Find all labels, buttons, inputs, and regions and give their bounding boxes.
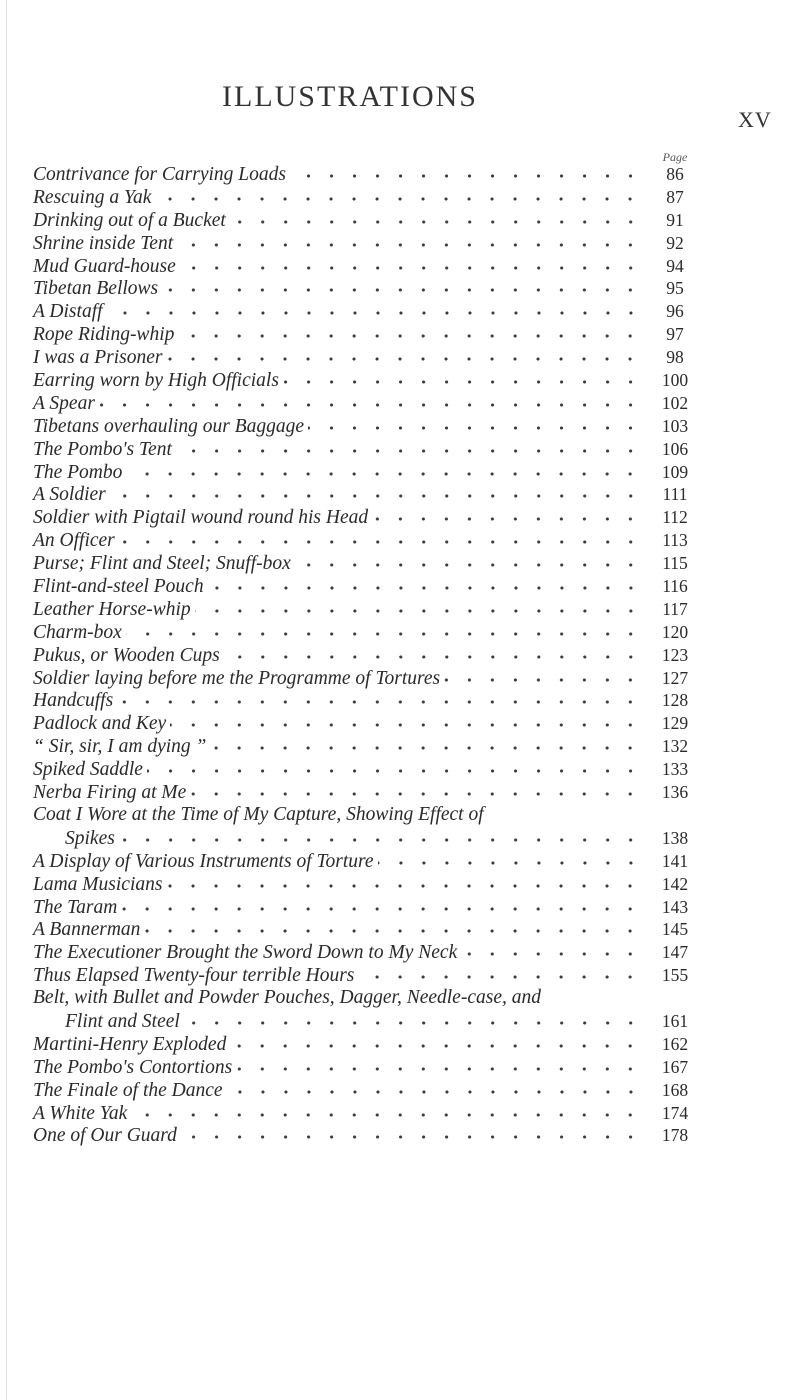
list-item	[33, 529, 700, 552]
illustration-title: A White Yak	[33, 1102, 128, 1124]
illustration-title: The Pombo	[33, 461, 123, 483]
illustration-title: Handcuffs	[33, 690, 114, 712]
dot-leader	[117, 696, 642, 706]
list-item	[33, 186, 700, 209]
illustration-page-number: 147	[661, 942, 689, 963]
list-item	[33, 506, 700, 529]
list-item	[33, 369, 700, 392]
illustration-title: The Executioner Brought the Sword Down to My Neck	[33, 942, 458, 964]
list-item	[33, 758, 700, 781]
illustration-title: The Pombo's Tent	[33, 438, 172, 460]
illustration-title: The Finale of the Dance	[33, 1079, 223, 1101]
list-item	[33, 712, 700, 735]
illustration-page-number: 174	[661, 1102, 689, 1123]
illustration-page-number: 162	[661, 1033, 689, 1054]
illustration-page-number: 167	[661, 1056, 689, 1077]
list-item	[33, 987, 700, 1033]
dot-leader	[119, 834, 642, 844]
list-item	[33, 552, 700, 575]
illustration-page-number: 161	[661, 1010, 689, 1031]
dot-leader	[121, 903, 642, 913]
illustration-page-number: 117	[662, 598, 688, 619]
dot-leader	[170, 719, 642, 729]
list-item	[33, 209, 700, 232]
illustration-page-number: 136	[661, 782, 689, 803]
illustration-title: One of Our Guard	[33, 1125, 177, 1147]
illustration-page-number: 94	[666, 255, 684, 276]
illustration-page-number: 133	[661, 759, 689, 780]
list-item	[33, 689, 700, 712]
illustration-page-number: 87	[666, 186, 684, 207]
illustration-page-number: 129	[661, 713, 689, 734]
list-item	[33, 1033, 700, 1056]
illustration-title: A Bannerman	[33, 919, 141, 941]
illustration-title: Martini-Henry Exploded	[33, 1033, 227, 1055]
illustration-page-number: 92	[666, 232, 684, 253]
illustration-page-number: 120	[661, 621, 689, 642]
illustration-title: Soldier with Pigtail wound round his Head	[33, 507, 369, 529]
illustration-page-number: 91	[666, 209, 684, 230]
illustration-page-number: 127	[661, 667, 689, 688]
dot-leader	[290, 170, 642, 180]
list-item	[33, 392, 700, 415]
illustration-title: I was a Prisoner	[33, 347, 163, 369]
list-item	[33, 873, 700, 896]
dot-leader	[461, 948, 642, 958]
list-item	[33, 1079, 700, 1102]
list-item	[33, 918, 700, 941]
illustration-title: The Taram	[33, 896, 118, 918]
illustration-page-number: 95	[666, 278, 684, 299]
list-item	[33, 415, 700, 438]
dot-leader	[178, 330, 642, 340]
illustration-title: Padlock and Key	[33, 713, 167, 735]
dot-leader	[236, 1063, 642, 1073]
illustration-title: Contrivance for Carrying Loads	[33, 164, 286, 185]
illustration-page-number: 111	[662, 484, 688, 505]
illustration-title: Rescuing a Yak	[33, 186, 152, 208]
illustration-page-number: 132	[661, 736, 689, 757]
list-item	[33, 1124, 700, 1147]
dot-leader	[195, 605, 642, 615]
list-item	[33, 667, 700, 690]
illustration-title: A Spear	[33, 392, 95, 414]
illustration-title-continued: Spikes	[65, 827, 115, 849]
dot-leader	[144, 925, 642, 935]
list-item	[33, 300, 700, 323]
list-item	[33, 323, 700, 346]
list-item	[33, 438, 700, 461]
illustration-title: Thus Elapsed Twenty-four terrible Hours	[33, 965, 355, 987]
dot-leader	[184, 1017, 642, 1027]
dot-leader	[230, 216, 642, 226]
illustration-page-number: 168	[661, 1079, 689, 1100]
list-item	[33, 781, 700, 804]
dot-leader	[224, 651, 642, 661]
illustration-page-number: 116	[662, 576, 688, 597]
illustration-title: Coat I Wore at the Time of My Capture, Showing Effect of	[33, 803, 484, 825]
illustration-title: Nerba Firing at Me	[33, 782, 187, 804]
list-item	[33, 964, 700, 987]
dot-leader	[210, 742, 642, 752]
illustration-page-number: 143	[661, 896, 689, 917]
dot-leader	[372, 513, 642, 523]
illustration-title: Earring worn by High Officials	[33, 370, 279, 392]
illustration-title-continued: Flint and Steel	[65, 1010, 180, 1032]
illustration-page-number: 96	[666, 301, 684, 322]
illustration-title: Rope Riding-whip	[33, 324, 175, 346]
list-item	[33, 1056, 700, 1079]
list-item	[33, 277, 700, 300]
illustration-title: Purse; Flint and Steel; Snuff-box	[33, 553, 291, 575]
dot-leader	[283, 376, 642, 386]
illustration-title: Drinking out of a Bucket	[33, 209, 226, 231]
illustration-title: Spiked Saddle	[33, 759, 143, 781]
illustration-page-number: 142	[661, 873, 689, 894]
illustration-page-number: 113	[662, 530, 688, 551]
dot-leader	[308, 422, 642, 432]
illustration-title: Tibetans overhauling our Baggage	[33, 415, 305, 437]
list-item	[33, 346, 700, 369]
illustration-title: Mud Guard-house	[33, 255, 176, 277]
dot-leader	[119, 536, 642, 546]
list-item	[33, 483, 700, 506]
dot-leader	[230, 1040, 642, 1050]
illustration-page-number: 115	[662, 553, 688, 574]
illustration-page-number: 109	[661, 461, 689, 482]
list-item	[33, 163, 700, 186]
illustration-page-number: 138	[661, 827, 689, 848]
illustration-title: “ Sir, sir, I am dying ”	[33, 736, 207, 758]
illustration-title: Soldier laying before me the Programme of Tortures	[33, 667, 441, 689]
dot-leader	[180, 262, 642, 272]
list-item	[33, 804, 700, 850]
list-item	[33, 896, 700, 919]
illustration-page-number: 178	[661, 1125, 689, 1146]
illustration-page-number: 112	[662, 507, 688, 528]
dot-leader	[107, 307, 642, 317]
page-title: ILLUSTRATIONS	[222, 80, 478, 113]
illustration-title: Charm-box	[33, 621, 122, 643]
dot-leader	[295, 559, 642, 569]
list-item	[33, 941, 700, 964]
list-item	[33, 735, 700, 758]
page-column-label: Page	[662, 150, 688, 164]
illustration-page-number: 86	[666, 164, 684, 184]
illustration-page-number: 102	[661, 392, 689, 413]
dot-leader	[155, 193, 642, 203]
list-item	[33, 644, 700, 667]
dot-leader	[126, 628, 642, 638]
list-item	[33, 255, 700, 278]
dot-leader	[177, 239, 642, 249]
illustration-page-number: 123	[661, 644, 689, 665]
illustration-page-number: 97	[666, 324, 684, 345]
dot-leader	[444, 674, 642, 684]
illustration-title: Leather Horse-whip	[33, 598, 191, 620]
page-edge-rule	[6, 0, 7, 1400]
illustration-page-number: 155	[661, 965, 689, 986]
dot-leader	[162, 284, 642, 294]
list-item	[33, 1102, 700, 1125]
dot-leader	[208, 582, 642, 592]
illustration-title: Lama Musicians	[33, 873, 163, 895]
dot-leader	[126, 468, 642, 478]
page-number: XV	[738, 107, 772, 132]
illustration-title: Tibetan Bellows	[33, 278, 159, 300]
dot-leader	[110, 490, 642, 500]
illustration-page-number: 106	[661, 438, 689, 459]
illustration-title: A Distaff	[33, 301, 103, 323]
illustration-page-number: 145	[661, 919, 689, 940]
list-item	[33, 575, 700, 598]
illustration-page-number: 141	[661, 850, 689, 871]
list-item	[33, 461, 700, 484]
dot-leader	[131, 1109, 642, 1119]
dot-leader	[181, 1131, 642, 1141]
dot-leader	[99, 399, 642, 409]
dot-leader	[176, 445, 642, 455]
dot-leader	[227, 1086, 642, 1096]
dot-leader	[147, 765, 642, 775]
list-item	[33, 621, 700, 644]
dot-leader	[166, 880, 642, 890]
list-item	[33, 598, 700, 621]
illustration-title: Belt, with Bullet and Powder Pouches, Dagger, Needle-case, and	[33, 987, 541, 1009]
illustration-title: A Display of Various Instruments of Torture	[33, 850, 374, 872]
illustration-title: Shrine inside Tent	[33, 232, 174, 254]
illustration-page-number: 100	[661, 370, 689, 391]
illustration-page-number: 128	[661, 690, 689, 711]
list-item	[33, 850, 700, 873]
illustration-title: Flint-and-steel Pouch	[33, 576, 204, 598]
illustration-title: Pukus, or Wooden Cups	[33, 644, 220, 666]
list-item	[33, 232, 700, 255]
illustration-title: An Officer	[33, 530, 115, 552]
illustration-page-number: 103	[661, 415, 689, 436]
dot-leader	[166, 353, 642, 363]
illustration-title: A Soldier	[33, 484, 106, 506]
dot-leader	[190, 788, 642, 798]
illustration-title: The Pombo's Contortions	[33, 1056, 233, 1078]
dot-leader	[378, 857, 642, 867]
illustration-page-number: 98	[666, 347, 684, 368]
dot-leader	[358, 971, 642, 981]
illustrations-list	[33, 163, 700, 1147]
